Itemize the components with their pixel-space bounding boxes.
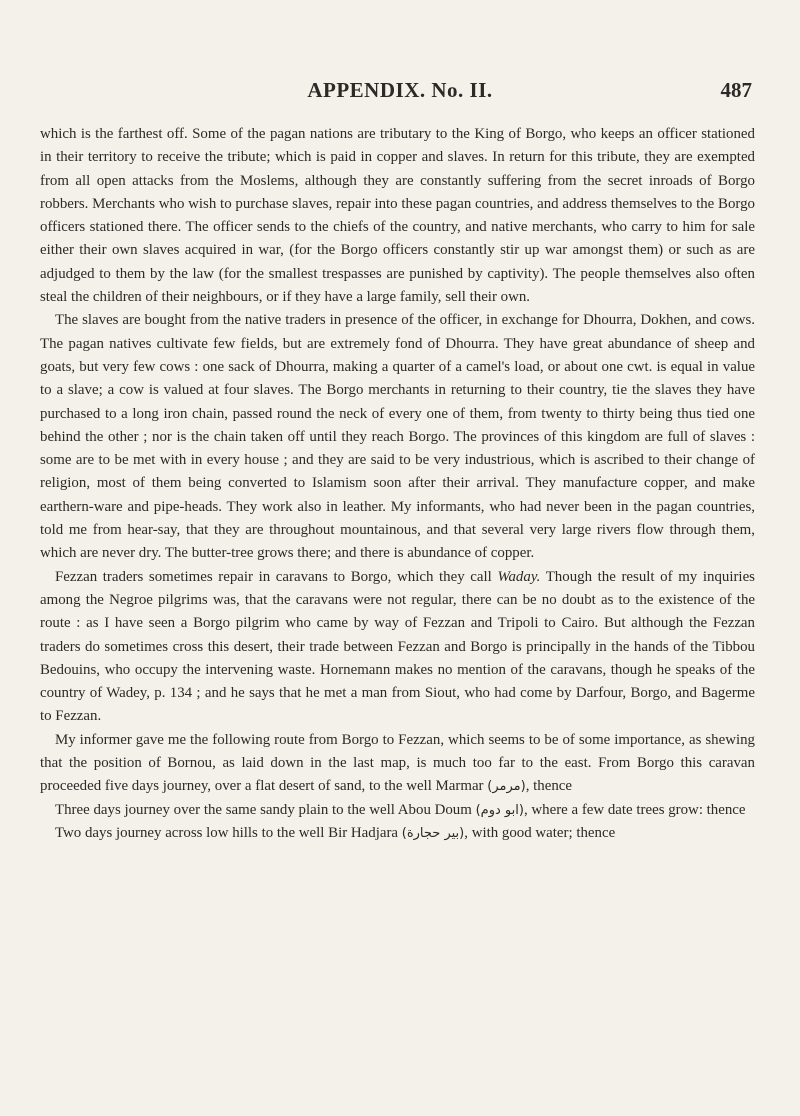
- paragraph-fezzan-caravans: [40, 566, 755, 729]
- fezzan-caravans-text-1: Fezzan traders sometimes repair in caravans to Borgo, which they call: [55, 568, 492, 585]
- route-abou-doum-after: , where a few date trees grow: thence: [523, 801, 746, 818]
- route-bir-hadjara-after: , with good water; thence: [464, 824, 616, 841]
- waday-term: Waday.: [497, 568, 541, 585]
- route-bir-hadjara-text: Two days journey across low hills to the well Bir Hadjara: [55, 824, 399, 841]
- body-text: [40, 123, 755, 845]
- route-entry-bir-hadjara: [40, 822, 755, 845]
- arabic-bir-hadjara: (بير حجارة): [401, 825, 465, 841]
- paragraph-route-intro: [40, 729, 755, 799]
- page-header: [40, 78, 760, 106]
- route-abou-doum-text: Three days journey over the same sandy plain to the well Abou Doum: [55, 801, 472, 818]
- page-number: 487: [720, 78, 752, 102]
- arabic-marmar: (مرمر): [487, 779, 526, 795]
- running-title: APPENDIX. No. II.: [307, 78, 493, 102]
- route-intro-text: My informer gave me the following route from Borgo to Fezzan, which seems to be of some importance, as shewing that the position of Bornou, as laid down in the last map, is much too far to the east. From Borgo this caravan proceeded five days journey, over a flat desert of sand, to the well Marmar: [40, 731, 755, 795]
- paragraph-slave-trade: The slaves are bought from the native traders in presence of the officer, in exchange for Dhourra, Dokhen, and cows. The pagan natives cultivate few fields, but are extremely fond of Dhourra. They have great abundance of sheep and goats, but very few cows : one sack of Dhourra, making a quarter of a camel's load, or about one cwt. is equal in value to a slave; a cow is valued at four slaves. The Borgo merchants in returning to their country, tie the slaves they have purchased to a long iron chain, passed round the neck of every one of them, from twenty to thirty being thus tied one behind the other ; nor is the chain taken off until they reach Borgo. The provinces of this kingdom are full of slaves : some are to be met with in every house ; and they are said to be very industrious, which is ascribed to their change of religion, most of them being converted to Islamism soon after their arrival. They manufacture copper, and make earthern-ware and pipe-heads. They work also in leather. My informants, who had never been in the pagan countries, told me from hear-say, that they are throughout mountainous, and that several very large rivers flow through them, which are never dry. The butter-tree grows there; and there is abundance of copper.: [40, 312, 755, 562]
- route-entry-abou-doum: [40, 799, 755, 822]
- route-intro-thence: , thence: [525, 778, 572, 795]
- fezzan-caravans-text-2: Though the result of my inquiries among the Negroe pilgrims was, that the caravans were not regular, there can be no doubt as to the existence of the route : as I have seen a Borgo pilgrim who came by way of Fezzan and Tripoli to Cairo. But although the Fezzan traders do sometimes cross this desert, their trade between Fezzan and Borgo is principally in the hands of the Tibbou Bedouins, who occupy the intervening waste. Hornemann makes no mention of the caravans, though he speaks of the country of Wadey, p. 134 ; and he says that he met a man from Siout, who had come by Darfour, Borgo, and Bagerme to Fezzan.: [40, 568, 755, 725]
- paragraph-tributary-nations: which is the farthest off. Some of the pagan nations are tributary to the King of Borgo, who keeps an officer stationed in their territory to receive the tribute; which is paid in copper and slaves. In return for this tribute, they are exempted from all open attacks from the Moslems, although they are constantly suffering from the secret inroads of Borgo robbers. Merchants who wish to purchase slaves, repair into these pagan countries, and address themselves to the Borgo officers stationed there. The officer sends to the chiefs of the country, and native merchants, who carry to him for sale either their own slaves acquired in war, (for the Borgo officers constantly stir up war amongst them) or such as are adjudged to them by the law (for the smallest trespasses are punished by captivity). The people themselves also often steal the children of their neighbours, or if they have a large family, sell their own.: [40, 126, 755, 306]
- arabic-abou-doum: (ابو دوم): [475, 802, 524, 818]
